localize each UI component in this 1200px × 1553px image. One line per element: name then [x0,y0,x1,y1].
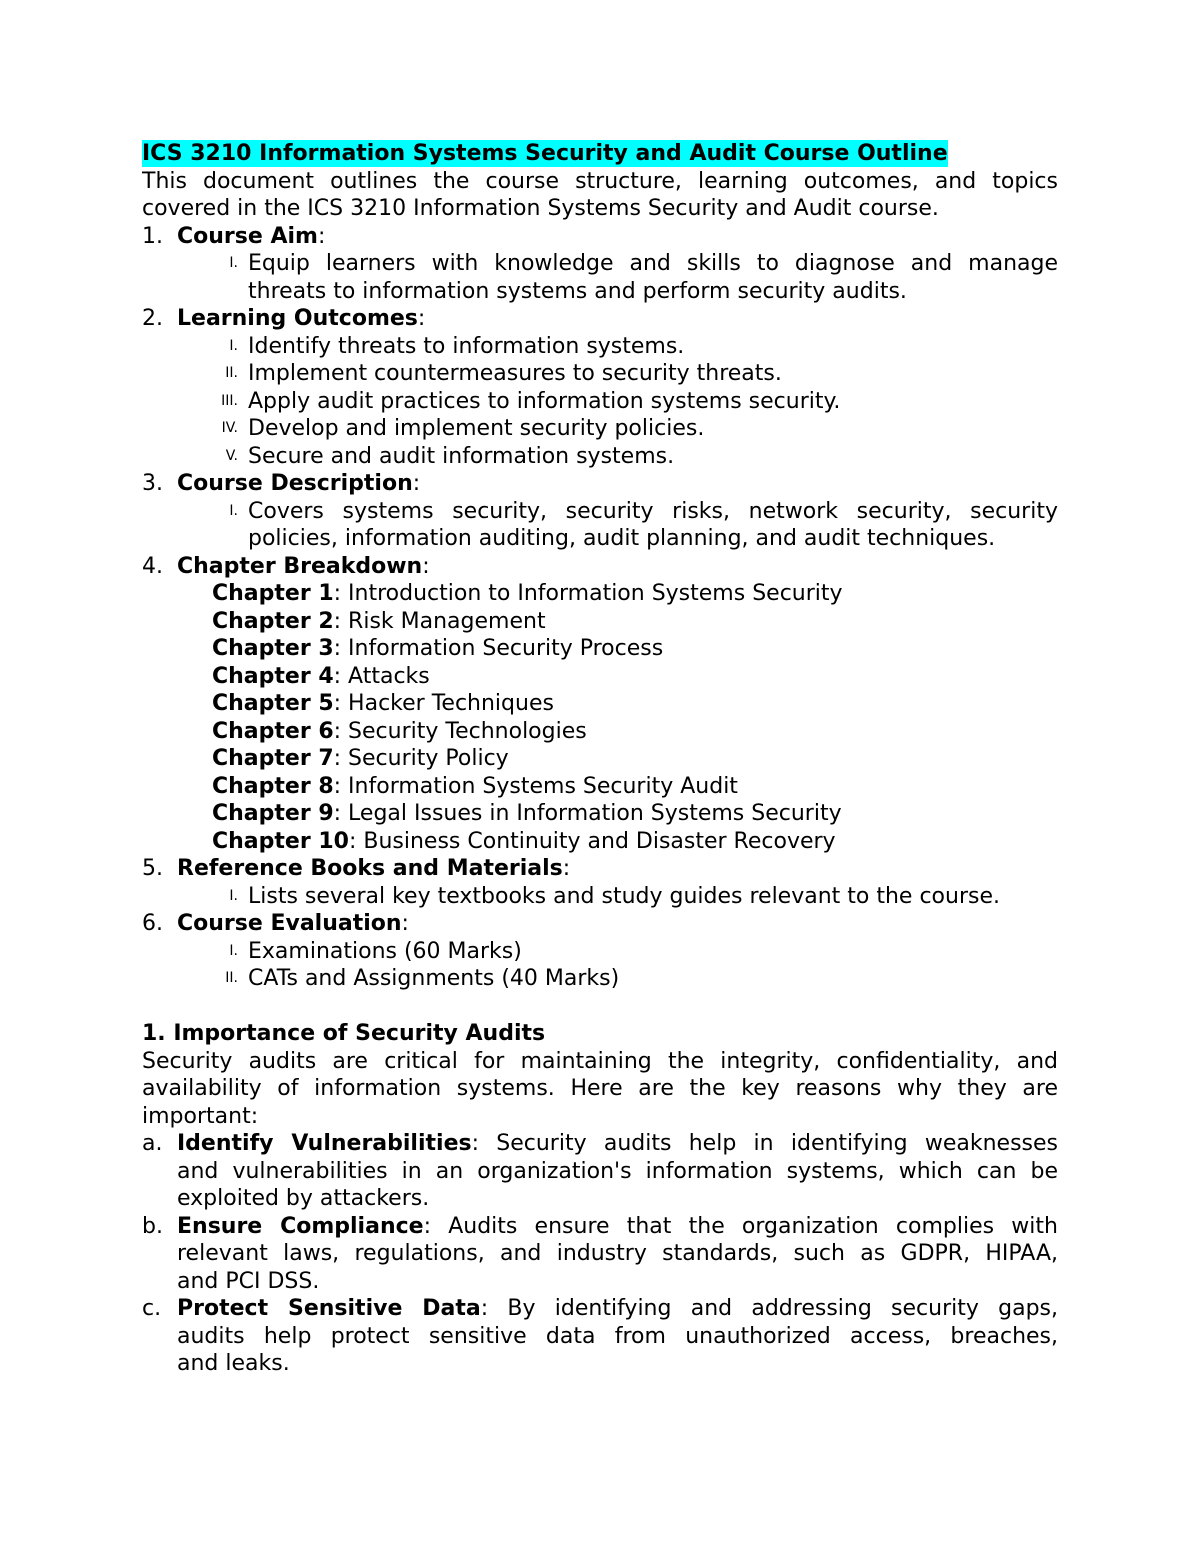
section-label: Reference Books and Materials [177,856,563,881]
section-label: Chapter Breakdown [177,553,423,579]
point-continuation: and PCI DSS. [177,1268,320,1294]
list-item: I. Lists several key textbooks and study guides relevant to the course. [229,883,1000,909]
list-item-continuation: threats to information systems and perform security audits. [248,278,907,304]
title-line [142,140,1058,168]
section-number: 1. [142,223,163,249]
chapter-item: Chapter 4: Attacks [212,663,430,689]
roman-numeral: III. [221,392,238,409]
chapter-item: Chapter 3: Information Security Process [212,636,664,661]
list-item: I. Covers systems security, security risks, network security, security [229,498,1058,524]
chapter-item: Chapter 5: Hacker Techniques [212,691,554,716]
point-continuation: exploited by attackers. [177,1186,430,1211]
roman-numeral: IV. [221,420,238,436]
point-continuation: relevant laws, regulations, and industry standards, such as GDPR, HIPAA, [177,1241,1058,1266]
section-number: 5. [142,856,163,881]
spacer [142,993,1058,1021]
chapter-item: Chapter 10: Business Continuity and Disaster Recovery [212,828,836,854]
point-letter: c. [142,1296,162,1321]
roman-numeral: II. [225,970,238,986]
importance-heading: 1. Importance of Security Audits [142,1021,546,1046]
roman-numeral: I. [229,502,238,519]
section-label: Learning Outcomes [177,306,418,331]
point-item: a. Identify Vulnerabilities: Security audits help in identifying weaknesses [142,1131,1058,1156]
section-heading-chapter-breakdown: 4. Chapter Breakdown: [142,553,430,579]
section-heading-course-description: 3. Course Description: [142,471,421,496]
roman-numeral: I. [229,255,238,271]
chapter-item: Chapter 9: Legal Issues in Information Systems Security [212,801,842,826]
list-item-continuation: policies, information auditing, audit planning, and audit techniques. [248,526,996,551]
importance-intro-line: important: [142,1103,259,1129]
list-item: I. Identify threats to information systems. [229,333,685,359]
list-item: I. Examinations (60 Marks) [229,938,522,964]
point-letter: a. [142,1131,163,1156]
page-title: ICS 3210 Information Systems Security and Audit Course Outline [142,141,948,166]
section-heading-reference-books: 5. Reference Books and Materials: [142,856,571,881]
section-heading-course-aim: 1. Course Aim: [142,223,326,249]
section-heading-course-evaluation: 6. Course Evaluation: [142,911,409,936]
list-item: I. Equip learners with knowledge and skills to diagnose and manage [229,251,1058,276]
roman-numeral: I. [229,942,238,959]
intro-line: This document outlines the course structure, learning outcomes, and topics [142,168,1058,194]
section-number: 2. [142,306,163,331]
section-label: Course Aim [177,223,318,249]
section-number: 6. [142,911,163,936]
roman-numeral: V. [225,447,238,464]
chapter-item: Chapter 6: Security Technologies [212,718,587,744]
importance-intro-line: Security audits are critical for maintaining the integrity, confidentiality, and [142,1048,1058,1074]
chapter-item: Chapter 8: Information Systems Security Audit [212,773,738,799]
point-item: b. Ensure Compliance: Audits ensure that the organization complies with [142,1213,1058,1239]
point-item: c. Protect Sensitive Data: By identifying and addressing security gaps, [142,1296,1058,1321]
section-label: Course Description [177,471,413,496]
section-label: Course Evaluation [177,911,402,936]
section-number: 3. [142,471,163,496]
list-item: V. Secure and audit information systems. [225,443,675,469]
section-number: 4. [142,553,163,579]
roman-numeral: I. [229,887,238,904]
list-item: III. Apply audit practices to information systems security. [221,388,841,414]
list-item: IV. Develop and implement security policies. [221,416,705,441]
importance-intro-line: availability of information systems. Here are the key reasons why they are [142,1076,1058,1101]
point-continuation: and vulnerabilities in an organization's information systems, which can be [177,1158,1058,1184]
section-heading-learning-outcomes: 2. Learning Outcomes: [142,306,426,331]
document-body [142,140,1058,1378]
roman-numeral: II. [225,365,238,381]
point-continuation: and leaks. [177,1351,290,1376]
chapter-item: Chapter 2: Risk Management [212,608,546,634]
chapter-item: Chapter 1: Introduction to Information Systems Security [212,581,843,606]
point-letter: b. [142,1213,163,1239]
roman-numeral: I. [229,337,238,354]
point-continuation: audits help protect sensitive data from unauthorized access, breaches, [177,1323,1058,1349]
intro-line: covered in the ICS 3210 Information Systems Security and Audit course. [142,196,939,221]
list-item: II. CATs and Assignments (40 Marks) [225,966,620,991]
list-item: II. Implement countermeasures to security threats. [225,361,782,386]
chapter-item: Chapter 7: Security Policy [212,746,509,771]
